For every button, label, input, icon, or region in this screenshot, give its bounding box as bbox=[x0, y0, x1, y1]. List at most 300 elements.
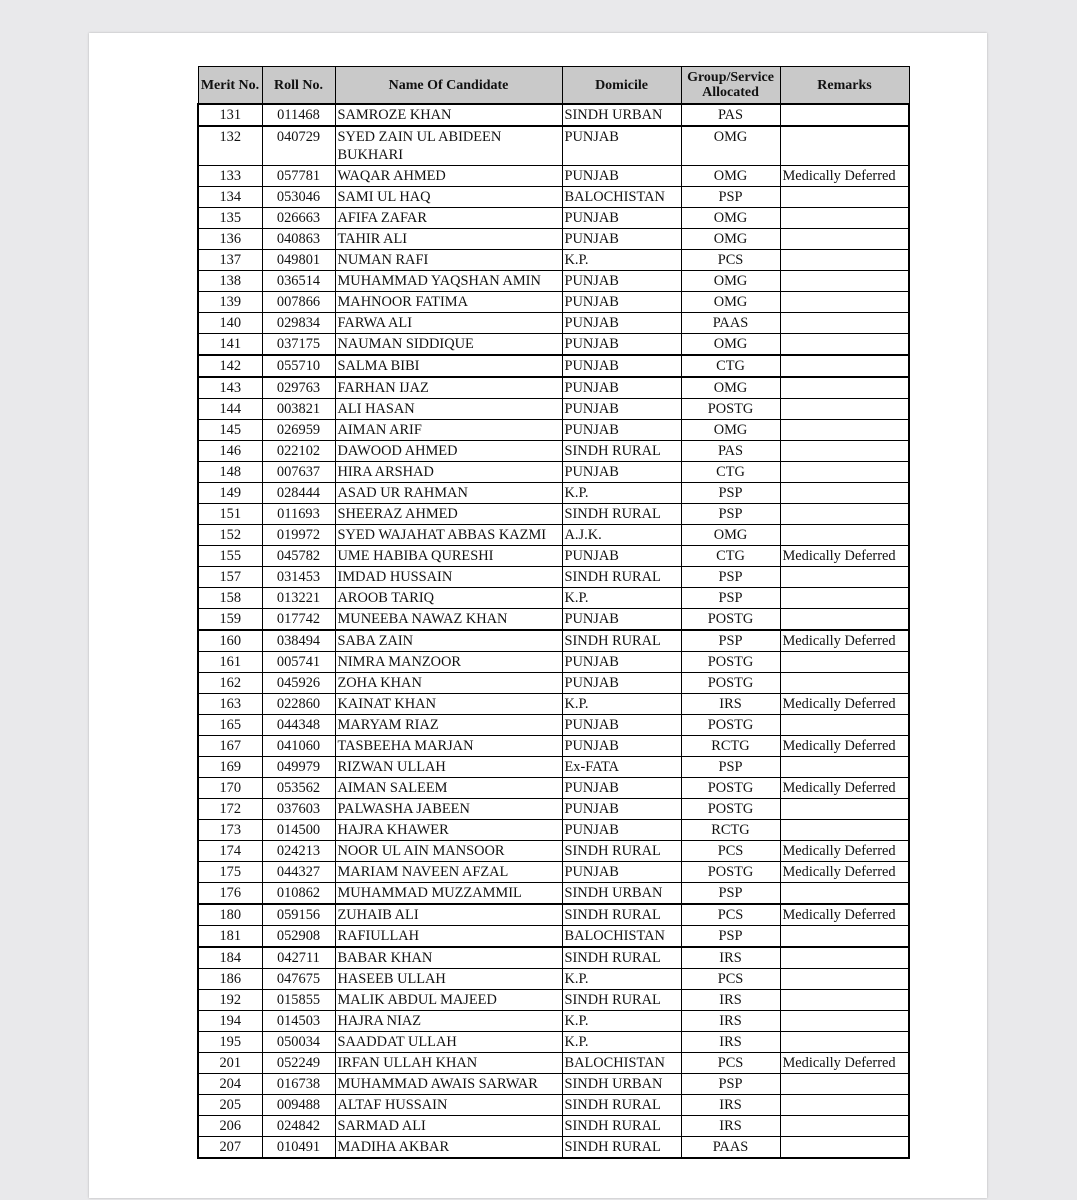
domicile-cell: PUNJAB bbox=[562, 778, 681, 799]
merit-no-cell: 142 bbox=[198, 355, 262, 377]
merit-no-cell: 167 bbox=[198, 736, 262, 757]
group-service-cell: IRS bbox=[681, 947, 780, 969]
candidate-name-cell: PALWASHA JABEEN bbox=[335, 799, 562, 820]
candidate-name-cell: SARMAD ALI bbox=[335, 1116, 562, 1137]
candidate-name-cell: KAINAT KHAN bbox=[335, 694, 562, 715]
remarks-cell: Medically Deferred bbox=[780, 166, 909, 187]
group-service-cell: PAAS bbox=[681, 1137, 780, 1159]
domicile-cell: PUNJAB bbox=[562, 355, 681, 377]
remarks-cell bbox=[780, 969, 909, 990]
remarks-cell: Medically Deferred bbox=[780, 778, 909, 799]
remarks-cell bbox=[780, 1095, 909, 1116]
group-service-cell: PSP bbox=[681, 588, 780, 609]
remarks-cell bbox=[780, 947, 909, 969]
merit-no-cell: 133 bbox=[198, 166, 262, 187]
table-header-row bbox=[198, 67, 909, 105]
roll-no-cell: 022860 bbox=[262, 694, 335, 715]
group-service-cell: POSTG bbox=[681, 778, 780, 799]
group-service-cell: IRS bbox=[681, 1011, 780, 1032]
roll-no-cell: 052249 bbox=[262, 1053, 335, 1074]
domicile-cell: SINDH URBAN bbox=[562, 1074, 681, 1095]
candidate-name-cell: SALMA BIBI bbox=[335, 355, 562, 377]
table-row bbox=[198, 441, 909, 462]
candidate-name-cell: IMDAD HUSSAIN bbox=[335, 567, 562, 588]
group-service-cell: PSP bbox=[681, 567, 780, 588]
table-row bbox=[198, 504, 909, 525]
remarks-cell bbox=[780, 271, 909, 292]
merit-no-cell: 157 bbox=[198, 567, 262, 588]
candidate-name-cell: WAQAR AHMED bbox=[335, 166, 562, 187]
table-row bbox=[198, 377, 909, 399]
roll-no-cell: 029763 bbox=[262, 377, 335, 399]
table-body bbox=[198, 104, 909, 1158]
candidate-name-cell: SYED WAJAHAT ABBAS KAZMI bbox=[335, 525, 562, 546]
domicile-cell: SINDH RURAL bbox=[562, 441, 681, 462]
domicile-cell: PUNJAB bbox=[562, 229, 681, 250]
merit-no-cell: 151 bbox=[198, 504, 262, 525]
domicile-cell: PUNJAB bbox=[562, 652, 681, 673]
candidate-name-cell: NIMRA MANZOOR bbox=[335, 652, 562, 673]
roll-no-cell: 024842 bbox=[262, 1116, 335, 1137]
table-row bbox=[198, 166, 909, 187]
candidate-name-cell: ZUHAIB ALI bbox=[335, 904, 562, 926]
domicile-cell: SINDH RURAL bbox=[562, 841, 681, 862]
roll-no-cell: 016738 bbox=[262, 1074, 335, 1095]
merit-no-cell: 192 bbox=[198, 990, 262, 1011]
remarks-cell bbox=[780, 126, 909, 166]
group-service-cell: POSTG bbox=[681, 609, 780, 631]
merit-no-cell: 195 bbox=[198, 1032, 262, 1053]
group-service-cell: PCS bbox=[681, 1053, 780, 1074]
candidate-name-cell: AFIFA ZAFAR bbox=[335, 208, 562, 229]
remarks-cell bbox=[780, 420, 909, 441]
candidate-name-cell: UME HABIBA QURESHI bbox=[335, 546, 562, 567]
domicile-cell: K.P. bbox=[562, 969, 681, 990]
roll-no-cell: 049801 bbox=[262, 250, 335, 271]
header-remarks: Remarks bbox=[780, 67, 909, 105]
group-service-cell: IRS bbox=[681, 990, 780, 1011]
group-service-cell: CTG bbox=[681, 462, 780, 483]
group-service-cell: CTG bbox=[681, 355, 780, 377]
remarks-cell bbox=[780, 441, 909, 462]
domicile-cell: PUNJAB bbox=[562, 126, 681, 166]
table-row bbox=[198, 546, 909, 567]
merit-no-cell: 169 bbox=[198, 757, 262, 778]
roll-no-cell: 011468 bbox=[262, 104, 335, 126]
table-row bbox=[198, 208, 909, 229]
candidate-name-cell: TASBEEHA MARJAN bbox=[335, 736, 562, 757]
candidate-name-cell: SAADDAT ULLAH bbox=[335, 1032, 562, 1053]
domicile-cell: SINDH RURAL bbox=[562, 630, 681, 652]
domicile-cell: BALOCHISTAN bbox=[562, 1053, 681, 1074]
remarks-cell: Medically Deferred bbox=[780, 841, 909, 862]
remarks-cell bbox=[780, 208, 909, 229]
table-row bbox=[198, 736, 909, 757]
domicile-cell: PUNJAB bbox=[562, 377, 681, 399]
group-service-cell: PCS bbox=[681, 841, 780, 862]
group-service-cell: PSP bbox=[681, 630, 780, 652]
domicile-cell: PUNJAB bbox=[562, 208, 681, 229]
candidate-name-cell: NOOR UL AIN MANSOOR bbox=[335, 841, 562, 862]
domicile-cell: BALOCHISTAN bbox=[562, 187, 681, 208]
merit-no-cell: 137 bbox=[198, 250, 262, 271]
merit-no-cell: 135 bbox=[198, 208, 262, 229]
roll-no-cell: 037603 bbox=[262, 799, 335, 820]
table-row bbox=[198, 187, 909, 208]
roll-no-cell: 053046 bbox=[262, 187, 335, 208]
group-service-cell: OMG bbox=[681, 420, 780, 441]
group-service-cell: PSP bbox=[681, 1074, 780, 1095]
remarks-cell bbox=[780, 1137, 909, 1159]
merit-no-cell: 173 bbox=[198, 820, 262, 841]
merit-no-cell: 184 bbox=[198, 947, 262, 969]
table-row bbox=[198, 355, 909, 377]
group-service-cell: OMG bbox=[681, 334, 780, 356]
candidate-name-cell: DAWOOD AHMED bbox=[335, 441, 562, 462]
candidate-name-cell: HASEEB ULLAH bbox=[335, 969, 562, 990]
table-row bbox=[198, 271, 909, 292]
table-row bbox=[198, 969, 909, 990]
table-row bbox=[198, 609, 909, 631]
table-row bbox=[198, 104, 909, 126]
table-row bbox=[198, 1032, 909, 1053]
roll-no-cell: 014500 bbox=[262, 820, 335, 841]
group-service-cell: OMG bbox=[681, 271, 780, 292]
roll-no-cell: 042711 bbox=[262, 947, 335, 969]
merit-no-cell: 163 bbox=[198, 694, 262, 715]
merit-no-cell: 141 bbox=[198, 334, 262, 356]
merit-no-cell: 136 bbox=[198, 229, 262, 250]
domicile-cell: SINDH URBAN bbox=[562, 883, 681, 905]
candidate-name-cell: IRFAN ULLAH KHAN bbox=[335, 1053, 562, 1074]
roll-no-cell: 052908 bbox=[262, 926, 335, 948]
group-service-cell: PAS bbox=[681, 441, 780, 462]
remarks-cell: Medically Deferred bbox=[780, 546, 909, 567]
remarks-cell: Medically Deferred bbox=[780, 694, 909, 715]
merit-no-cell: 132 bbox=[198, 126, 262, 166]
group-service-cell: POSTG bbox=[681, 799, 780, 820]
remarks-cell bbox=[780, 1074, 909, 1095]
roll-no-cell: 049979 bbox=[262, 757, 335, 778]
table-row bbox=[198, 483, 909, 504]
domicile-cell: PUNJAB bbox=[562, 736, 681, 757]
remarks-cell bbox=[780, 313, 909, 334]
merit-no-cell: 207 bbox=[198, 1137, 262, 1159]
merit-list-table bbox=[197, 66, 910, 1159]
remarks-cell bbox=[780, 673, 909, 694]
merit-no-cell: 175 bbox=[198, 862, 262, 883]
table-row bbox=[198, 525, 909, 546]
group-service-cell: OMG bbox=[681, 126, 780, 166]
candidate-name-cell: MUHAMMAD AWAIS SARWAR bbox=[335, 1074, 562, 1095]
roll-no-cell: 037175 bbox=[262, 334, 335, 356]
roll-no-cell: 040729 bbox=[262, 126, 335, 166]
candidate-name-cell: SABA ZAIN bbox=[335, 630, 562, 652]
remarks-cell bbox=[780, 462, 909, 483]
domicile-cell: K.P. bbox=[562, 588, 681, 609]
group-service-cell: PSP bbox=[681, 926, 780, 948]
candidate-name-cell: MARYAM RIAZ bbox=[335, 715, 562, 736]
merit-no-cell: 152 bbox=[198, 525, 262, 546]
group-service-cell: PSP bbox=[681, 883, 780, 905]
remarks-cell bbox=[780, 483, 909, 504]
table-row bbox=[198, 1053, 909, 1074]
table-row bbox=[198, 1095, 909, 1116]
table-row bbox=[198, 673, 909, 694]
roll-no-cell: 013221 bbox=[262, 588, 335, 609]
domicile-cell: SINDH RURAL bbox=[562, 567, 681, 588]
candidate-name-cell: RIZWAN ULLAH bbox=[335, 757, 562, 778]
candidate-name-cell: AIMAN ARIF bbox=[335, 420, 562, 441]
table-row bbox=[198, 883, 909, 905]
remarks-cell bbox=[780, 355, 909, 377]
table-row bbox=[198, 820, 909, 841]
candidate-name-cell: SYED ZAIN UL ABIDEEN BUKHARI bbox=[335, 126, 562, 166]
merit-no-cell: 158 bbox=[198, 588, 262, 609]
table-row bbox=[198, 757, 909, 778]
remarks-cell bbox=[780, 799, 909, 820]
candidate-name-cell: MUHAMMAD MUZZAMMIL bbox=[335, 883, 562, 905]
group-service-cell: IRS bbox=[681, 1116, 780, 1137]
candidate-name-cell: MUNEEBA NAWAZ KHAN bbox=[335, 609, 562, 631]
merit-no-cell: 161 bbox=[198, 652, 262, 673]
candidate-name-cell: NUMAN RAFI bbox=[335, 250, 562, 271]
candidate-name-cell: HAJRA NIAZ bbox=[335, 1011, 562, 1032]
group-service-cell: POSTG bbox=[681, 399, 780, 420]
roll-no-cell: 036514 bbox=[262, 271, 335, 292]
candidate-name-cell: MUHAMMAD YAQSHAN AMIN bbox=[335, 271, 562, 292]
remarks-cell bbox=[780, 250, 909, 271]
candidate-name-cell: ZOHA KHAN bbox=[335, 673, 562, 694]
roll-no-cell: 045782 bbox=[262, 546, 335, 567]
table-row bbox=[198, 1074, 909, 1095]
roll-no-cell: 047675 bbox=[262, 969, 335, 990]
group-service-cell: IRS bbox=[681, 1095, 780, 1116]
roll-no-cell: 028444 bbox=[262, 483, 335, 504]
remarks-cell bbox=[780, 229, 909, 250]
remarks-cell bbox=[780, 1032, 909, 1053]
table-row bbox=[198, 904, 909, 926]
merit-no-cell: 145 bbox=[198, 420, 262, 441]
domicile-cell: PUNJAB bbox=[562, 799, 681, 820]
roll-no-cell: 041060 bbox=[262, 736, 335, 757]
candidate-name-cell: HAJRA KHAWER bbox=[335, 820, 562, 841]
remarks-cell bbox=[780, 334, 909, 356]
roll-no-cell: 044327 bbox=[262, 862, 335, 883]
remarks-cell bbox=[780, 1116, 909, 1137]
table-row bbox=[198, 334, 909, 356]
header-roll-no: Roll No. bbox=[262, 67, 335, 105]
group-service-cell: POSTG bbox=[681, 652, 780, 673]
merit-no-cell: 176 bbox=[198, 883, 262, 905]
domicile-cell: PUNJAB bbox=[562, 271, 681, 292]
domicile-cell: BALOCHISTAN bbox=[562, 926, 681, 948]
table-row bbox=[198, 1011, 909, 1032]
table-row bbox=[198, 126, 909, 166]
remarks-cell bbox=[780, 399, 909, 420]
roll-no-cell: 057781 bbox=[262, 166, 335, 187]
merit-no-cell: 206 bbox=[198, 1116, 262, 1137]
remarks-cell bbox=[780, 757, 909, 778]
remarks-cell bbox=[780, 926, 909, 948]
remarks-cell bbox=[780, 588, 909, 609]
table-row bbox=[198, 841, 909, 862]
domicile-cell: K.P. bbox=[562, 1032, 681, 1053]
table-row bbox=[198, 1116, 909, 1137]
domicile-cell: PUNJAB bbox=[562, 334, 681, 356]
merit-no-cell: 148 bbox=[198, 462, 262, 483]
candidate-name-cell: ALTAF HUSSAIN bbox=[335, 1095, 562, 1116]
roll-no-cell: 040863 bbox=[262, 229, 335, 250]
group-service-cell: IRS bbox=[681, 694, 780, 715]
remarks-cell bbox=[780, 187, 909, 208]
header-name: Name Of Candidate bbox=[335, 67, 562, 105]
group-service-cell: PAS bbox=[681, 104, 780, 126]
candidate-name-cell: SAMI UL HAQ bbox=[335, 187, 562, 208]
remarks-cell bbox=[780, 715, 909, 736]
candidate-name-cell: ASAD UR RAHMAN bbox=[335, 483, 562, 504]
merit-no-cell: 159 bbox=[198, 609, 262, 631]
group-service-cell: OMG bbox=[681, 208, 780, 229]
group-service-cell: POSTG bbox=[681, 862, 780, 883]
roll-no-cell: 010491 bbox=[262, 1137, 335, 1159]
candidate-name-cell: FARHAN IJAZ bbox=[335, 377, 562, 399]
candidate-name-cell: AROOB TARIQ bbox=[335, 588, 562, 609]
domicile-cell: Ex-FATA bbox=[562, 757, 681, 778]
group-service-cell: PSP bbox=[681, 187, 780, 208]
remarks-cell bbox=[780, 292, 909, 313]
roll-no-cell: 053562 bbox=[262, 778, 335, 799]
candidate-name-cell: SHEERAZ AHMED bbox=[335, 504, 562, 525]
group-service-cell: PSP bbox=[681, 483, 780, 504]
candidate-name-cell: BABAR KHAN bbox=[335, 947, 562, 969]
group-service-cell: OMG bbox=[681, 292, 780, 313]
domicile-cell: K.P. bbox=[562, 250, 681, 271]
roll-no-cell: 014503 bbox=[262, 1011, 335, 1032]
domicile-cell: A.J.K. bbox=[562, 525, 681, 546]
remarks-cell bbox=[780, 525, 909, 546]
domicile-cell: PUNJAB bbox=[562, 862, 681, 883]
remarks-cell bbox=[780, 883, 909, 905]
candidate-name-cell: SAMROZE KHAN bbox=[335, 104, 562, 126]
group-service-cell: IRS bbox=[681, 1032, 780, 1053]
table-row bbox=[198, 1137, 909, 1159]
remarks-cell: Medically Deferred bbox=[780, 630, 909, 652]
domicile-cell: SINDH RURAL bbox=[562, 990, 681, 1011]
roll-no-cell: 026663 bbox=[262, 208, 335, 229]
roll-no-cell: 007866 bbox=[262, 292, 335, 313]
table-row bbox=[198, 250, 909, 271]
domicile-cell: PUNJAB bbox=[562, 546, 681, 567]
merit-no-cell: 165 bbox=[198, 715, 262, 736]
remarks-cell: Medically Deferred bbox=[780, 904, 909, 926]
merit-no-cell: 139 bbox=[198, 292, 262, 313]
roll-no-cell: 031453 bbox=[262, 567, 335, 588]
merit-no-cell: 174 bbox=[198, 841, 262, 862]
table-row bbox=[198, 799, 909, 820]
remarks-cell bbox=[780, 377, 909, 399]
merit-no-cell: 204 bbox=[198, 1074, 262, 1095]
domicile-cell: SINDH RURAL bbox=[562, 1137, 681, 1159]
remarks-cell bbox=[780, 652, 909, 673]
candidate-name-cell: MAHNOOR FATIMA bbox=[335, 292, 562, 313]
roll-no-cell: 044348 bbox=[262, 715, 335, 736]
remarks-cell bbox=[780, 1011, 909, 1032]
table-row bbox=[198, 694, 909, 715]
table-row bbox=[198, 715, 909, 736]
group-service-cell: PCS bbox=[681, 250, 780, 271]
header-group-service: Group/Service Allocated bbox=[681, 67, 780, 105]
table-row bbox=[198, 588, 909, 609]
remarks-cell: Medically Deferred bbox=[780, 1053, 909, 1074]
candidate-name-cell: MARIAM NAVEEN AFZAL bbox=[335, 862, 562, 883]
candidate-name-cell: HIRA ARSHAD bbox=[335, 462, 562, 483]
domicile-cell: SINDH RURAL bbox=[562, 1095, 681, 1116]
group-service-cell: PAAS bbox=[681, 313, 780, 334]
roll-no-cell: 045926 bbox=[262, 673, 335, 694]
merit-no-cell: 140 bbox=[198, 313, 262, 334]
table-row bbox=[198, 399, 909, 420]
roll-no-cell: 007637 bbox=[262, 462, 335, 483]
candidate-name-cell: FARWA ALI bbox=[335, 313, 562, 334]
candidate-name-cell: ALI HASAN bbox=[335, 399, 562, 420]
group-service-cell: PCS bbox=[681, 969, 780, 990]
group-service-cell: CTG bbox=[681, 546, 780, 567]
roll-no-cell: 059156 bbox=[262, 904, 335, 926]
remarks-cell bbox=[780, 820, 909, 841]
roll-no-cell: 026959 bbox=[262, 420, 335, 441]
domicile-cell: K.P. bbox=[562, 1011, 681, 1032]
domicile-cell: SINDH RURAL bbox=[562, 904, 681, 926]
domicile-cell: PUNJAB bbox=[562, 820, 681, 841]
merit-no-cell: 162 bbox=[198, 673, 262, 694]
merit-no-cell: 155 bbox=[198, 546, 262, 567]
merit-no-cell: 131 bbox=[198, 104, 262, 126]
table-row bbox=[198, 420, 909, 441]
domicile-cell: PUNJAB bbox=[562, 399, 681, 420]
table-row bbox=[198, 462, 909, 483]
table-row bbox=[198, 652, 909, 673]
group-service-cell: OMG bbox=[681, 525, 780, 546]
group-service-cell: PSP bbox=[681, 504, 780, 525]
roll-no-cell: 055710 bbox=[262, 355, 335, 377]
group-service-cell: OMG bbox=[681, 166, 780, 187]
remarks-cell bbox=[780, 504, 909, 525]
remarks-cell: Medically Deferred bbox=[780, 736, 909, 757]
candidate-name-cell: NAUMAN SIDDIQUE bbox=[335, 334, 562, 356]
candidate-name-cell: AIMAN SALEEM bbox=[335, 778, 562, 799]
domicile-cell: K.P. bbox=[562, 694, 681, 715]
merit-no-cell: 172 bbox=[198, 799, 262, 820]
table-row bbox=[198, 630, 909, 652]
group-service-cell: PCS bbox=[681, 904, 780, 926]
merit-no-cell: 194 bbox=[198, 1011, 262, 1032]
roll-no-cell: 015855 bbox=[262, 990, 335, 1011]
merit-no-cell: 149 bbox=[198, 483, 262, 504]
merit-no-cell: 170 bbox=[198, 778, 262, 799]
table-row bbox=[198, 313, 909, 334]
candidate-name-cell: TAHIR ALI bbox=[335, 229, 562, 250]
merit-no-cell: 146 bbox=[198, 441, 262, 462]
merit-no-cell: 180 bbox=[198, 904, 262, 926]
candidate-name-cell: MADIHA AKBAR bbox=[335, 1137, 562, 1159]
domicile-cell: SINDH URBAN bbox=[562, 104, 681, 126]
table-row bbox=[198, 229, 909, 250]
table-row bbox=[198, 292, 909, 313]
merit-no-cell: 134 bbox=[198, 187, 262, 208]
domicile-cell: PUNJAB bbox=[562, 420, 681, 441]
roll-no-cell: 029834 bbox=[262, 313, 335, 334]
